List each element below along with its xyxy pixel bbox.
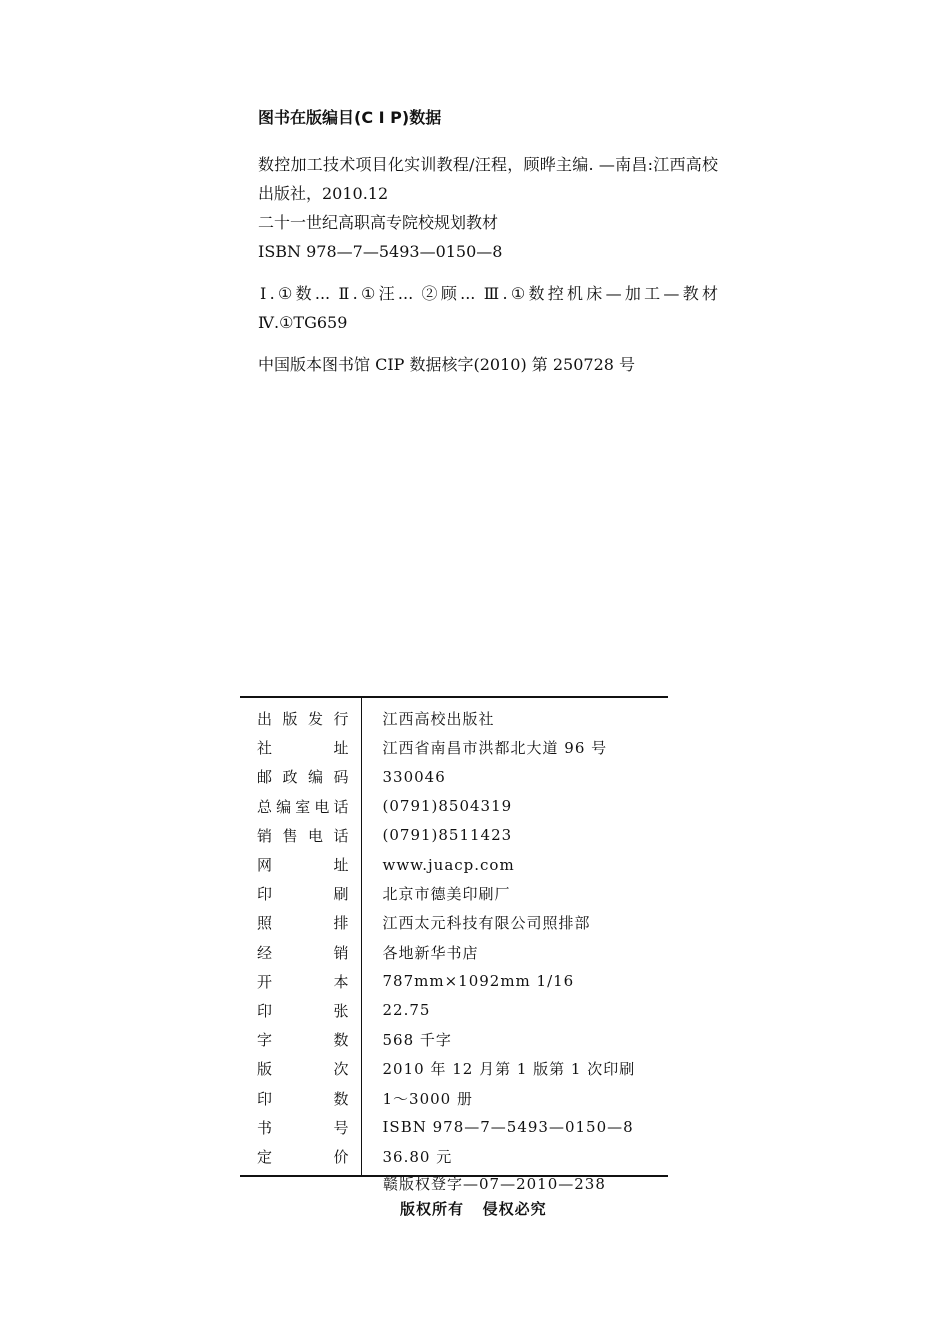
- colophon-label: 定价: [240, 1142, 361, 1175]
- colophon-value: 江西太元科技有限公司照排部: [382, 914, 591, 933]
- colophon-row: [240, 908, 668, 937]
- colophon-label: 出版发行: [240, 698, 361, 733]
- colophon-value: 江西省南昌市洪都北大道 96 号: [382, 739, 608, 758]
- colophon-row: [240, 1025, 668, 1054]
- colophon-value: 330046: [382, 767, 446, 786]
- colophon-value: (0791)8511423: [382, 826, 513, 845]
- colophon-label: 销售电话: [240, 821, 361, 850]
- cip-block: [258, 104, 718, 379]
- copyright-registration: 赣版权登字—07—2010—238: [383, 1175, 606, 1193]
- colophon-label: 开本: [240, 967, 361, 996]
- colophon-value: 787mm×1092mm 1/16: [382, 972, 575, 991]
- colophon-label: 网址: [240, 850, 361, 879]
- colophon-row: [240, 996, 668, 1025]
- colophon-row: [240, 792, 668, 821]
- colophon-row: [240, 850, 668, 879]
- cip-isbn: ISBN 978—7—5493—0150—8: [258, 242, 503, 261]
- cip-classification: Ⅰ.①数... Ⅱ.①汪... ②顾... Ⅲ.①数控机床—加工—教材 Ⅳ.①TG659: [258, 284, 718, 332]
- colophon-value: 1～3000 册: [382, 1089, 473, 1108]
- colophon-label: 书号: [240, 1113, 361, 1142]
- colophon-value: (0791)8504319: [382, 797, 513, 816]
- colophon-label: 社址: [240, 733, 361, 762]
- colophon-value: 36.80 元: [382, 1147, 453, 1166]
- colophon-row: [240, 733, 668, 762]
- colophon-label: 字数: [240, 1025, 361, 1054]
- rights-reserved: 版权所有 侵权必究: [400, 1200, 547, 1218]
- colophon-row: [240, 1142, 668, 1175]
- colophon-row: [240, 938, 668, 967]
- colophon-row: [240, 1083, 668, 1112]
- cip-data-number: 中国版本图书馆 CIP 数据核字(2010) 第 250728 号: [258, 355, 636, 374]
- colophon-value: 北京市德美印刷厂: [382, 885, 511, 904]
- colophon-row: [240, 821, 668, 850]
- cip-series: 二十一世纪高职高专院校规划教材: [258, 213, 499, 232]
- colophon-label: 经销: [240, 938, 361, 967]
- colophon-value: 江西高校出版社: [382, 710, 495, 729]
- colophon-row: [240, 879, 668, 908]
- colophon-label: 印刷: [240, 879, 361, 908]
- colophon-value: 2010 年 12 月第 1 版第 1 次印刷: [382, 1060, 636, 1079]
- colophon-value: ISBN 978—7—5493—0150—8: [382, 1118, 634, 1137]
- colophon-row: [240, 762, 668, 791]
- colophon-value: 各地新华书店: [382, 943, 479, 962]
- colophon-row: [240, 698, 668, 733]
- colophon-label: 版次: [240, 1054, 361, 1083]
- colophon-label: 总编室电话: [240, 792, 361, 821]
- colophon-row: [240, 1054, 668, 1083]
- colophon-table: [240, 696, 668, 1177]
- colophon-value: 22.75: [382, 1001, 431, 1020]
- colophon-label: 邮政编码: [240, 762, 361, 791]
- colophon-row: [240, 967, 668, 996]
- cip-book-description: 数控加工技术项目化实训教程/汪程，顾晔主编. —南昌:江西高校出版社，2010.12: [258, 155, 718, 203]
- colophon-label: 印数: [240, 1083, 361, 1112]
- cip-title: 图书在版编目(C I P)数据: [258, 108, 442, 127]
- colophon-row: [240, 1113, 668, 1142]
- colophon-value: www.juacp.com: [382, 855, 515, 874]
- colophon-value: 568 千字: [382, 1031, 452, 1050]
- colophon-label: 照排: [240, 908, 361, 937]
- colophon-label: 印张: [240, 996, 361, 1025]
